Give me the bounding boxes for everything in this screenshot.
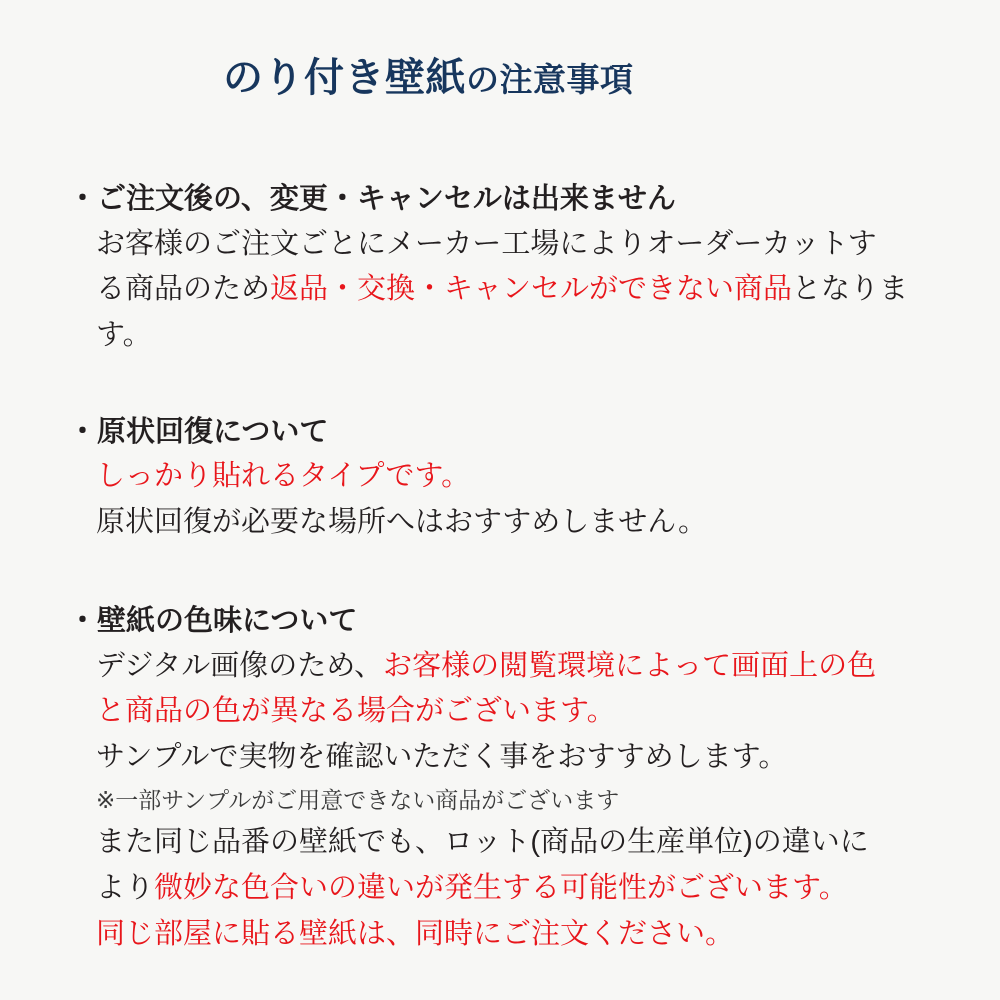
- text-run: より: [96, 871, 155, 904]
- body-line: [96, 222, 960, 268]
- text-run-accent: 返品・交換・キャンセルができない商品: [270, 273, 793, 306]
- text-run-accent: 微妙な色合いの違いが発生する可能性がございます。: [154, 871, 848, 904]
- section-body: [68, 454, 960, 546]
- page-title-main: のり付き壁紙: [223, 56, 466, 100]
- body-line: [96, 313, 960, 359]
- text-run: る商品のため: [96, 273, 271, 306]
- text-run: す。: [96, 319, 152, 352]
- text-run-accent: お客様の閲覧環境によって画面上の色: [383, 649, 877, 682]
- text-run: となりま: [792, 273, 909, 306]
- body-line-accent: 同じ部屋に貼る壁紙は、同時にご注文ください。: [96, 917, 735, 950]
- section-body: [68, 222, 960, 359]
- body-line: サンプルで実物を確認いただく事をおすすめします。: [96, 741, 788, 774]
- section-heading: ・ご注文後の、変更・キャンセルは出来ません: [68, 183, 676, 215]
- page-title-sub: の注意事項: [466, 61, 634, 98]
- body-line: 原状回復が必要な場所へはおすすめしません。: [96, 506, 708, 539]
- body-line-note: ※一部サンプルがご用意できない商品がございます: [96, 787, 620, 813]
- body-line: [96, 866, 960, 912]
- body-line: [96, 644, 960, 690]
- section-restoration: [40, 411, 960, 546]
- text-run: お客様のご注文ごとにメーカー工場によりオーダーカットす: [96, 227, 877, 260]
- section-order-cancel: [40, 178, 960, 359]
- body-line-accent: と商品の色が異なる場合がございます。: [96, 695, 616, 728]
- text-run: デジタル画像のため、: [96, 649, 384, 682]
- body-line: [96, 267, 960, 313]
- section-color-tone: [40, 600, 960, 957]
- section-heading: ・壁紙の色味について: [68, 605, 358, 638]
- section-heading: ・原状回復について: [68, 415, 329, 448]
- section-body: [68, 644, 960, 958]
- page-title: [40, 50, 960, 106]
- body-line-accent: しっかり貼れるタイプです。: [96, 460, 471, 493]
- body-line: また同じ品番の壁紙でも、ロット(商品の生産単位)の違いに: [96, 826, 869, 859]
